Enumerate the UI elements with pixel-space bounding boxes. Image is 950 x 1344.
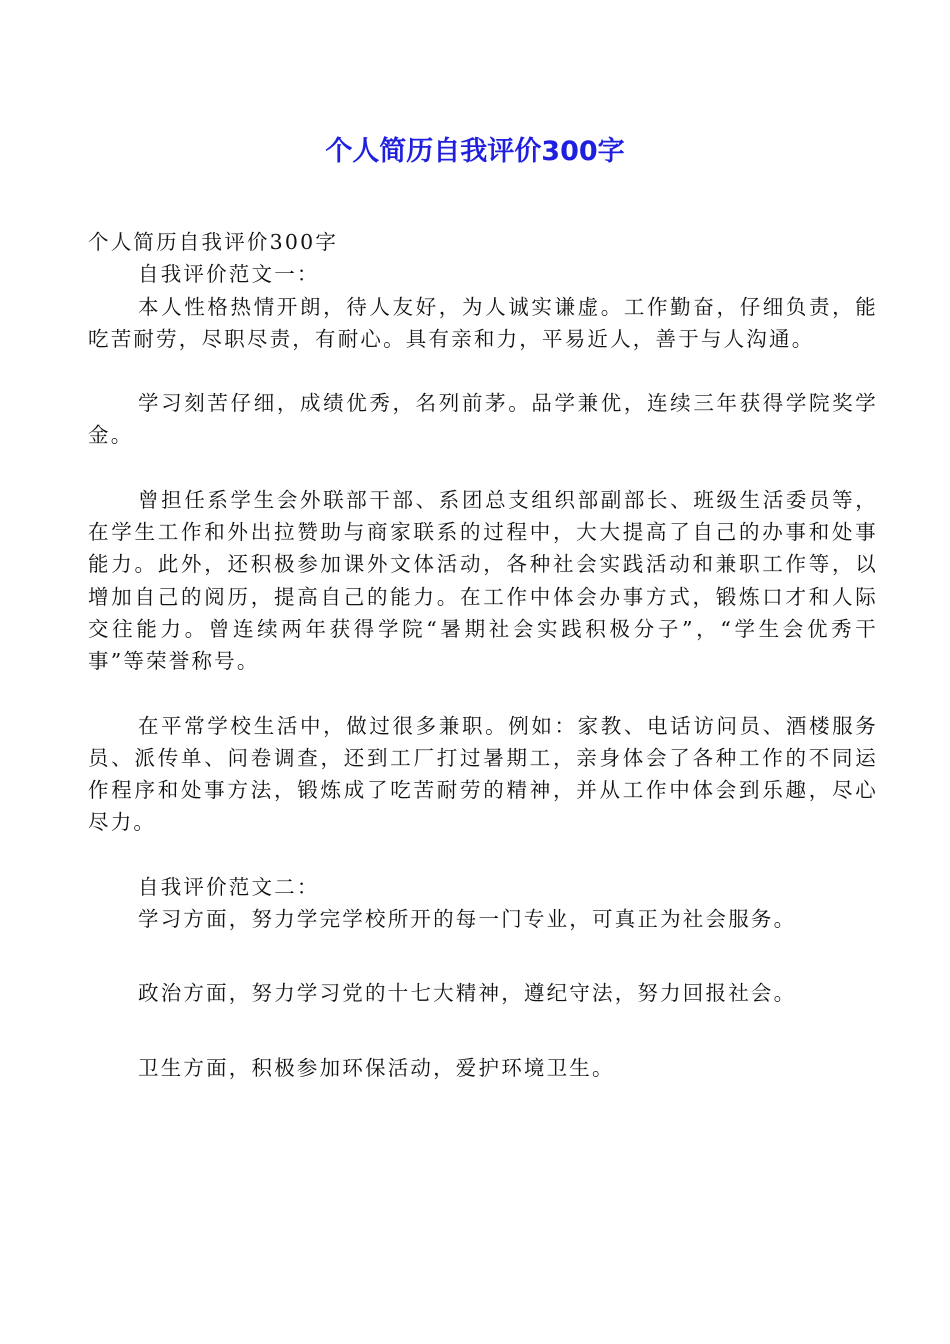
document-title: 个人简历自我评价300字 <box>325 136 625 167</box>
paragraph-heading: 个人简历自我评价300字 <box>88 230 339 254</box>
paragraph: 曾担任系学生会外联部干部、系团总支组织部副部长、班级生活委员等，在学生工作和外出拉赞助与商家联系的过程中，大大提高了自己的办事和处事能力。此外，还积极参加课外文体活动，各种社会实践活动和兼职工作等，以增加自己的阅历，提高自己的能力。在工作中体会办事方式，锻炼口才和人际交往能力。曾连续两年获得学院“暑期社会实践积极分子”，“学生会优秀干事”等荣誉称号。 <box>88 487 878 674</box>
paragraph: 本人性格热情开朗，待人友好，为人诚实谦虚。工作勤奋，仔细负责，能吃苦耐劳，尽职尽责，有耐心。具有亲和力，平易近人，善于与人沟通。 <box>88 294 878 351</box>
document-body <box>88 226 878 1084</box>
paragraph: 政治方面，努力学习党的十七大精神，遵纪守法，努力回报社会。 <box>138 981 797 1006</box>
paragraph: 卫生方面，积极参加环保活动，爱护环境卫生。 <box>138 1055 615 1080</box>
paragraph: 学习刻苦仔细，成绩优秀，名列前茅。品学兼优，连续三年获得学院奖学金。 <box>88 391 878 448</box>
section-label-1: 自我评价范文一： <box>138 262 320 287</box>
paragraph: 在平常学校生活中，做过很多兼职。例如：家教、电话访问员、酒楼服务员、派传单、问卷调查，还到工厂打过暑期工，亲身体会了各种工作的不同运作程序和处事方法，锻炼成了吃苦耐劳的精神，并从工作中体会到乐趣，尽心尽力。 <box>88 713 878 835</box>
section-label-2: 自我评价范文二： <box>138 874 320 899</box>
paragraph: 学习方面，努力学完学校所开的每一门专业，可真正为社会服务。 <box>138 907 797 932</box>
